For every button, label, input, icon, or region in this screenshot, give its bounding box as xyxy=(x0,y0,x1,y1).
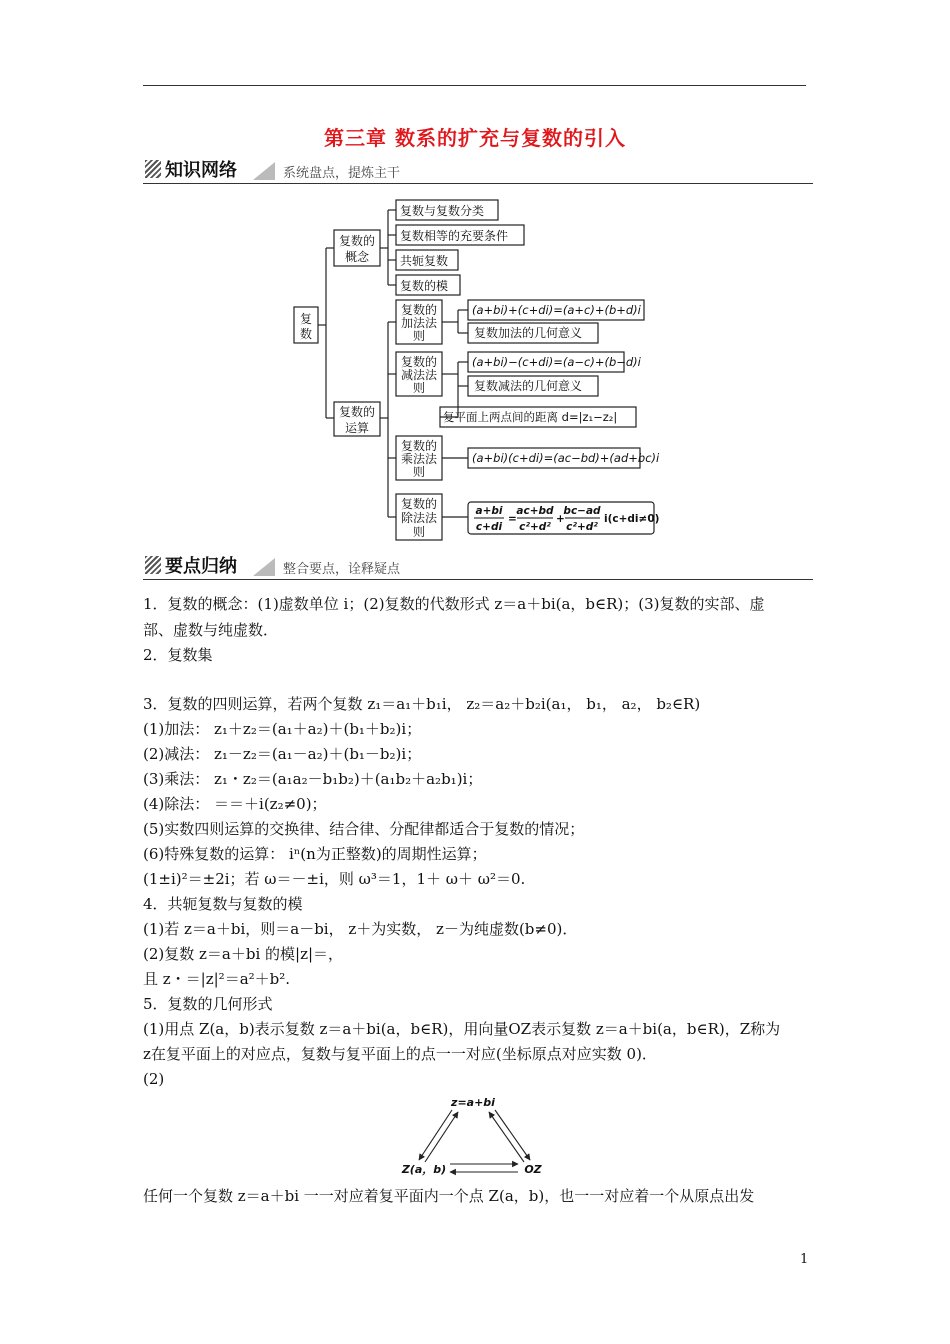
body-line: (2)减法： z₁－z₂＝(a₁－a₂)＋(b₁－b₂)i； xyxy=(143,745,422,763)
mindmap-box-label: 则 xyxy=(412,525,426,539)
div-term1-den: c²+d² xyxy=(519,521,551,533)
mindmap-box-label: 运算 xyxy=(344,421,370,435)
div-denominator: c+di xyxy=(475,521,503,533)
mindmap-box-label: 除法法 xyxy=(400,511,438,525)
div-term2-den: c²+d² xyxy=(566,521,598,533)
body-line: z在复平面上的对应点，复数与复平面上的点一一对应(坐标原点对应实数 0)． xyxy=(143,1045,657,1063)
add-geometry: 复数加法的几何意义 xyxy=(474,326,583,340)
body-line: (1)用点 Z(a，b)表示复数 z＝a＋bi(a，b∈R)，用向量OZ表示复数 z＝a＋bi(a，b∈R)，Z称为 xyxy=(143,1020,781,1038)
mindmap-box-label: 则 xyxy=(412,465,426,479)
mindmap-box-label: 复 xyxy=(299,312,313,326)
concept-item: 复数的模 xyxy=(400,279,449,293)
mindmap-box-label: 加法法 xyxy=(400,316,438,330)
mindmap-box-label: 复数的 xyxy=(400,439,438,453)
triangle-top-label: z=a+bi xyxy=(451,1096,495,1109)
triangle-left-label: Z(a，b) xyxy=(401,1163,447,1176)
body-line: 任何一个复数 z＝a＋bi 一一对应着复平面内一个点 Z(a，b)，也一一对应着一个从原点出发 xyxy=(143,1187,755,1205)
mindmap-box-label: 复数的 xyxy=(400,497,438,511)
page-number: 1 xyxy=(800,1252,809,1267)
distance-label: 复平面上两点间的距离 d=|z₁−z₂| xyxy=(443,410,618,424)
mindmap-box-label: 复数的 xyxy=(338,234,376,248)
section-subtitle: 整合要点，诠释疑点 xyxy=(283,562,401,577)
add-formula: (a+bi)+(c+di)=(a+c)+(b+d)i xyxy=(472,303,641,317)
mindmap-box-label: 减法法 xyxy=(400,368,438,382)
svg-text:=: = xyxy=(508,513,517,525)
div-term2-num: bc−ad xyxy=(563,505,601,517)
mindmap-box-label: 复数的 xyxy=(400,303,438,317)
body-line: (3)乘法： z₁・z₂＝(a₁a₂－b₁b₂)＋(a₁b₂＋a₂b₁)i； xyxy=(143,770,483,788)
body-line: (6)特殊复数的运算： iⁿ(n为正整数)的周期性运算； xyxy=(143,845,487,863)
mul-formula: (a+bi)(c+di)=(ac−bd)+(ad+bc)i xyxy=(472,451,660,465)
triangle-right-label: OZ xyxy=(524,1163,542,1176)
body-line: (1±i)²＝±2i；若 ω＝－±i，则 ω³＝1，1＋ ω＋ ω²＝0. xyxy=(143,870,526,888)
chapter-title: 第三章 数系的扩充与复数的引入 xyxy=(324,126,626,150)
sub-formula: (a+bi)−(c+di)=(a−c)+(b−d)i xyxy=(472,355,641,369)
body-line: (2) xyxy=(143,1070,165,1088)
mindmap-box-label: 则 xyxy=(412,381,426,395)
body-line: 2．复数集 xyxy=(143,646,213,664)
mindmap-box-label: 乘法法 xyxy=(400,452,438,466)
section-title: 要点归纳 xyxy=(165,556,237,577)
mindmap-box-label: 复数的 xyxy=(338,405,376,419)
div-numerator: a+bi xyxy=(475,505,503,517)
concept-item: 复数相等的充要条件 xyxy=(400,229,509,243)
body-line: (2)复数 z＝a＋bi 的模|z|＝， xyxy=(143,945,344,963)
body-line: 1．复数的概念：(1)虚数单位 i；(2)复数的代数形式 z＝a＋bi(a，b∈R)；(3)复数的实部、虚 xyxy=(143,595,765,613)
body-line: 5．复数的几何形式 xyxy=(143,995,273,1013)
svg-text:+: + xyxy=(556,513,565,525)
body-line: (1)若 z＝a＋bi，则＝a－bi， z＋为实数， z－为纯虚数(b≠0)． xyxy=(143,920,578,938)
body-line: 3．复数的四则运算，若两个复数 z₁＝a₁＋b₁i， z₂＝a₂＋b₂i(a₁， b₁， a₂， b₂∈R) xyxy=(143,695,701,713)
body-line: 4．共轭复数与复数的模 xyxy=(143,895,303,913)
body-line: 且 z・＝|z|²＝a²＋b². xyxy=(143,970,291,988)
body-line: (1)加法： z₁＋z₂＝(a₁＋a₂)＋(b₁＋b₂)i； xyxy=(143,720,422,738)
body-line: 部、虚数与纯虚数． xyxy=(143,621,279,639)
div-term1-num: ac+bd xyxy=(516,505,554,517)
concept-item: 共轭复数 xyxy=(400,254,449,268)
section-subtitle: 系统盘点，提炼主干 xyxy=(283,166,401,181)
mindmap-box-label: 数 xyxy=(299,327,313,341)
mindmap-box-label: 复数的 xyxy=(400,355,438,369)
mindmap-box-label: 概念 xyxy=(344,250,370,264)
body-line: (4)除法： ＝＝＋i(z₂≠0)； xyxy=(143,795,327,813)
sub-geometry: 复数减法的几何意义 xyxy=(474,379,583,393)
mindmap-box-label: 则 xyxy=(412,329,426,343)
div-tail: i(c+di≠0) xyxy=(604,513,660,525)
section-title: 知识网络 xyxy=(165,160,237,181)
body-line: (5)实数四则运算的交换律、结合律、分配律都适合于复数的情况； xyxy=(143,820,585,838)
concept-item: 复数与复数分类 xyxy=(400,204,485,218)
